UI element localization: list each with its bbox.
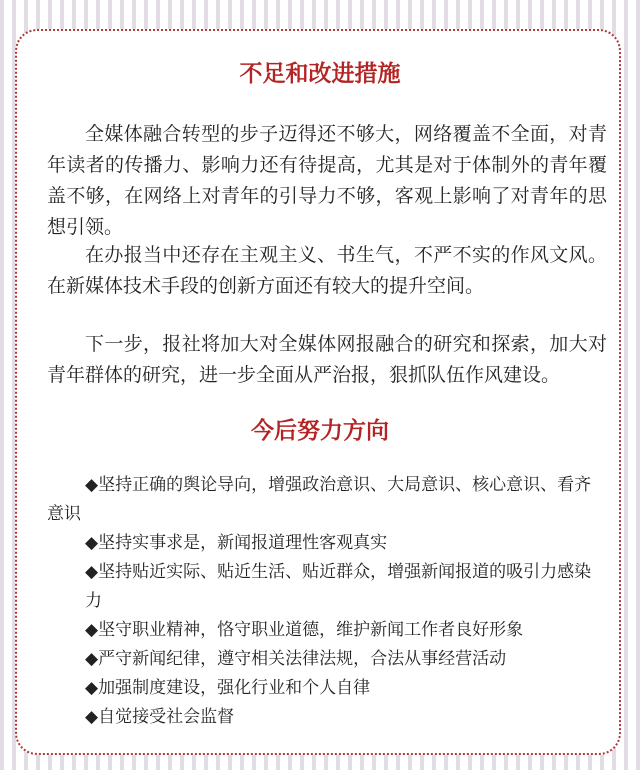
list-item: ◆加强制度建设，强化行业和个人自律: [85, 678, 371, 698]
paragraph-work-style: 在办报当中还存在主观主义、书生气，不严不实的作风文风。在新媒体技术手段的创新方面还有较大的提升空间。: [47, 244, 607, 297]
content-card: [15, 29, 621, 755]
list-item: ◆自觉接受社会监督: [85, 707, 235, 727]
section-title-shortcomings: 不足和改进措施: [239, 61, 401, 87]
list-item: ◆严守新闻纪律，遵守相关法律法规，合法从事经营活动: [85, 649, 507, 669]
section-title-future-direction: 今后努力方向: [251, 418, 389, 444]
list-item: ◆坚守职业精神，恪守职业道德，维护新闻工作者良好形象: [85, 620, 524, 640]
list-item: ◆坚持实事求是，新闻报道理性客观真实: [85, 533, 388, 553]
direction-list: [47, 471, 607, 732]
list-item: ◆坚持正确的舆论导向，增强政治意识、大局意识、核心意识、看齐意识: [47, 475, 592, 524]
paragraph-next-steps: 下一步，报社将加大对全媒体网报融合的研究和探索，加大对青年群体的研究，进一步全面从严治报，狠抓队伍作风建设。: [47, 333, 607, 386]
list-item: ◆坚持贴近实际、贴近生活、贴近群众，增强新闻报道的吸引力感染力: [85, 562, 592, 611]
paragraph-media-transformation: 全媒体融合转型的步子迈得还不够大，网络覆盖不全面，对青年读者的传播力、影响力还有待提高，尤其是对于体制外的青年覆盖不够，在网络上对青年的引导力不够，客观上影响了对青年的思想引领。: [47, 123, 607, 238]
